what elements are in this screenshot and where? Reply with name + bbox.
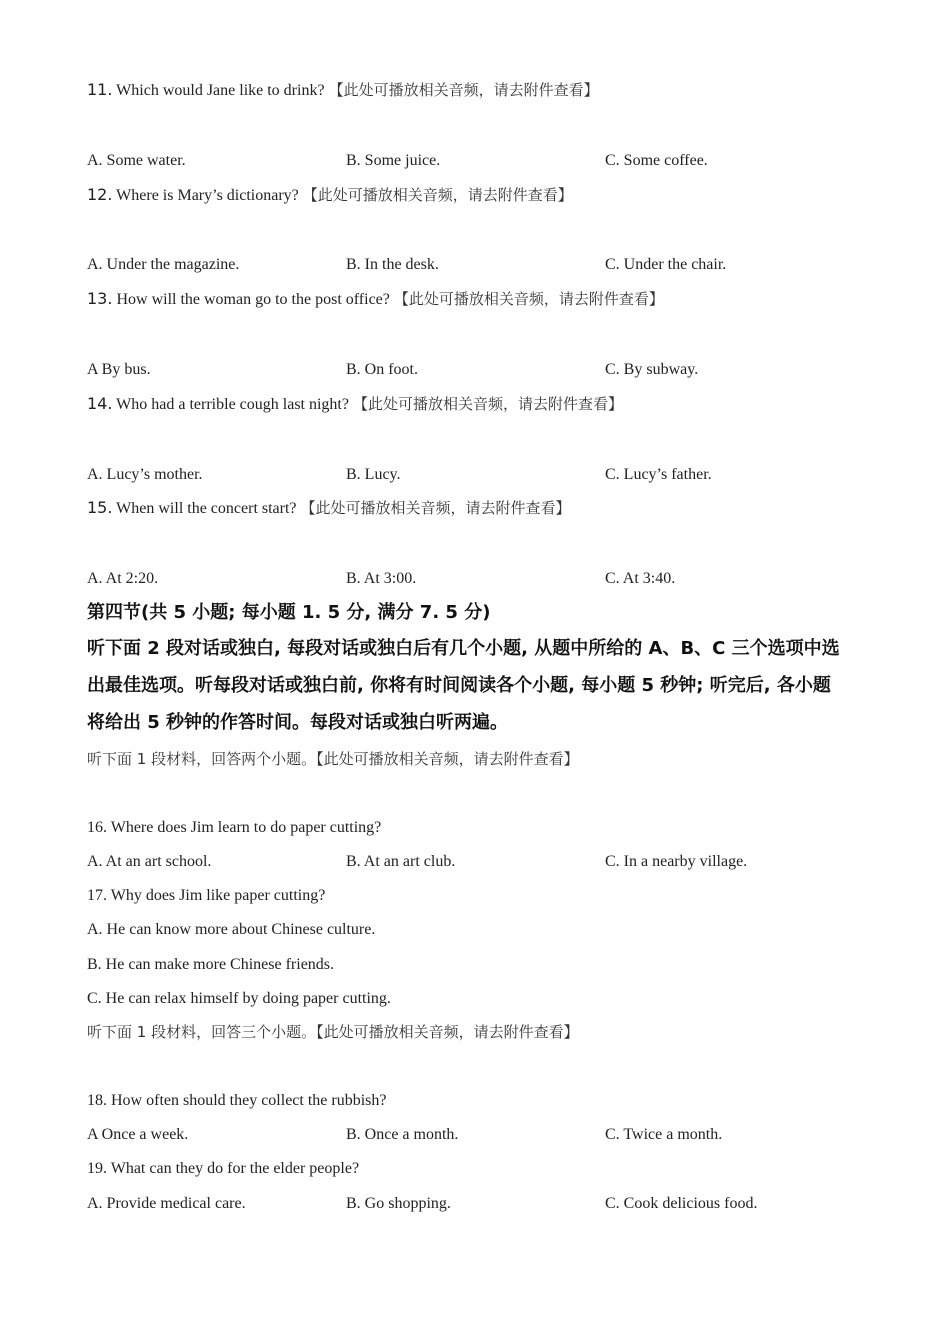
- passage-2-intro: 听下面 1 段材料，回答三个小题。【此处可播放相关音频，请去附件查看】: [87, 1023, 579, 1041]
- option-a: A. Lucy’s mother.: [87, 466, 203, 483]
- question-number: 14.: [87, 394, 113, 413]
- option-a: A. At an art school.: [87, 853, 212, 870]
- audio-note: 【此处可播放相关音频，请去附件查看】: [328, 81, 599, 99]
- option-b: B. In the desk.: [346, 256, 439, 273]
- question-number: 12.: [87, 185, 113, 204]
- option-c: C. At 3:40.: [605, 570, 676, 587]
- option-b: B. Go shopping.: [346, 1195, 451, 1212]
- option-b: B. Once a month.: [346, 1126, 459, 1143]
- question-text: Who had a terrible cough last night?: [112, 396, 349, 413]
- section-instructions-line-2: 出最佳选项。听每段对话或独白前, 你将有时间阅读各个小题, 每小题 5 秒钟; 听完后, 各小题: [87, 675, 831, 696]
- option-b: B. Lucy.: [346, 466, 401, 483]
- option-c: C. Lucy’s father.: [605, 466, 712, 483]
- option-c: C. Twice a month.: [605, 1126, 723, 1143]
- option-c: C. Under the chair.: [605, 256, 727, 273]
- question-11: [87, 80, 599, 101]
- option-a: A. Some water.: [87, 152, 186, 169]
- question-17: 17. Why does Jim like paper cutting?: [87, 887, 326, 904]
- question-text: How will the woman go to the post office?: [112, 291, 390, 308]
- option-b: B. He can make more Chinese friends.: [87, 956, 335, 973]
- option-c: C. Cook delicious food.: [605, 1195, 758, 1212]
- option-a: A. At 2:20.: [87, 570, 159, 587]
- question-text: Which would Jane like to drink?: [112, 82, 325, 99]
- option-a: A Once a week.: [87, 1126, 189, 1143]
- audio-note: 【此处可播放相关音频，请去附件查看】: [393, 290, 664, 308]
- option-a: A By bus.: [87, 361, 151, 378]
- section-instructions-line-1: 听下面 2 段对话或独白, 每段对话或独白后有几个小题, 从题中所给的 A、B、C 三个选项中选: [87, 638, 840, 659]
- question-15: [87, 498, 571, 519]
- option-c: C. By subway.: [605, 361, 699, 378]
- audio-note: 【此处可播放相关音频，请去附件查看】: [300, 499, 571, 517]
- question-number: 11.: [87, 80, 113, 99]
- option-b: B. On foot.: [346, 361, 418, 378]
- passage-1-intro: 听下面 1 段材料，回答两个小题。【此处可播放相关音频，请去附件查看】: [87, 750, 579, 768]
- question-12: [87, 185, 573, 206]
- option-a: A. He can know more about Chinese culture.: [87, 921, 376, 938]
- question-text: When will the concert start?: [112, 500, 297, 517]
- option-a: A. Provide medical care.: [87, 1195, 246, 1212]
- option-c: C. In a nearby village.: [605, 853, 748, 870]
- question-text: Where is Mary’s dictionary?: [112, 187, 299, 204]
- option-b: B. Some juice.: [346, 152, 441, 169]
- option-c: C. He can relax himself by doing paper cutting.: [87, 990, 391, 1007]
- audio-note: 【此处可播放相关音频，请去附件查看】: [352, 395, 623, 413]
- question-14: [87, 394, 623, 415]
- question-19: 19. What can they do for the elder people?: [87, 1160, 360, 1177]
- option-a: A. Under the magazine.: [87, 256, 240, 273]
- audio-note: 【此处可播放相关音频，请去附件查看】: [302, 186, 573, 204]
- question-16: 16. Where does Jim learn to do paper cutting?: [87, 819, 382, 836]
- option-c: C. Some coffee.: [605, 152, 708, 169]
- section-title: 第四节(共 5 小题; 每小题 1. 5 分, 满分 7. 5 分): [87, 602, 491, 623]
- option-b: B. At 3:00.: [346, 570, 417, 587]
- question-number: 13.: [87, 289, 113, 308]
- option-b: B. At an art club.: [346, 853, 456, 870]
- section-instructions-line-3: 将给出 5 秒钟的作答时间。每段对话或独白听两遍。: [87, 712, 509, 733]
- question-number: 15.: [87, 498, 113, 517]
- question-18: 18. How often should they collect the rubbish?: [87, 1092, 387, 1109]
- question-13: [87, 289, 664, 310]
